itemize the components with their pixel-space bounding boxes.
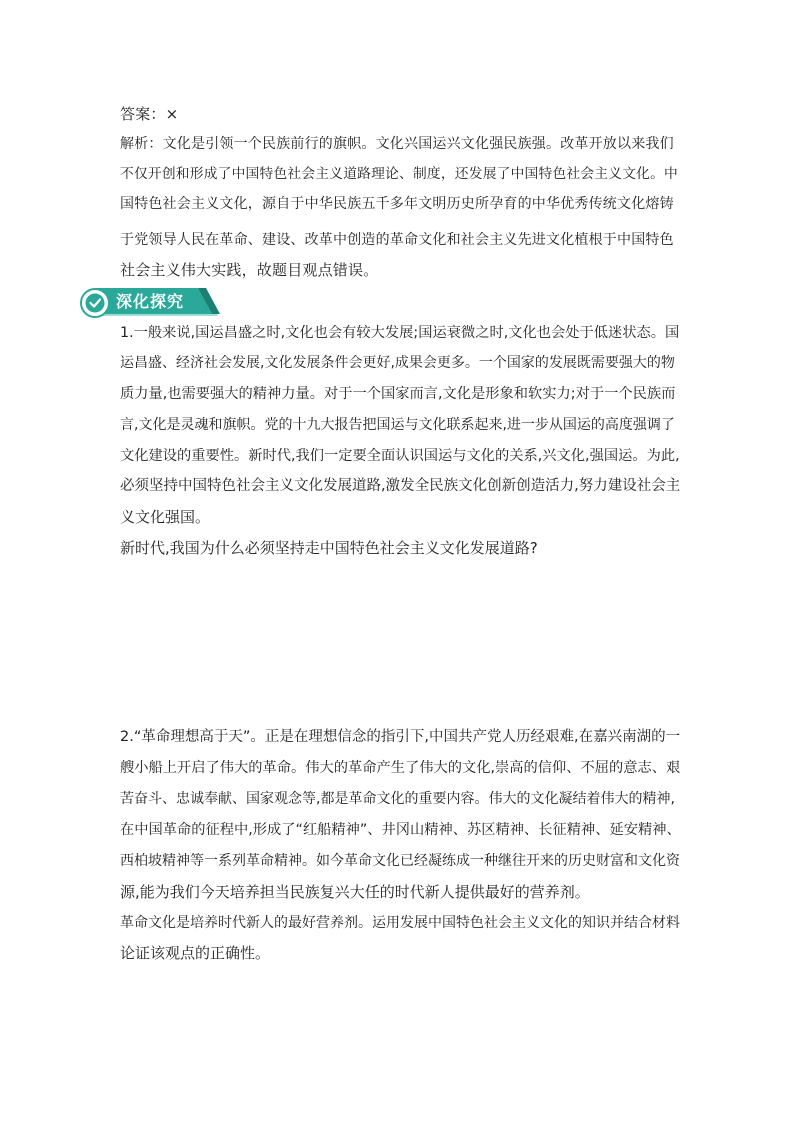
question-1-prompt: 新时代,我国为什么必须坚持走中国特色社会主义文化发展道路? (120, 539, 538, 557)
material-line: 西柏坡精神等一系列革命精神。如今革命文化已经凝练成一种继往开来的历史财富和文化资 (120, 853, 680, 869)
section-banner (80, 286, 230, 320)
material-line: 1.一般来说,国运昌盛之时,文化也会有较大发展;国运衰微之时,文化也会处于低迷状态。国 (120, 325, 680, 341)
material-line: 必须坚持中国特色社会主义文化发展道路,激发全民族文化创新创造活力,努力建设社会主 (120, 478, 681, 494)
material-line: 艘小船上开启了伟大的革命。伟大的革命产生了伟大的文化,崇高的信仰、不屈的意志、艰 (120, 760, 681, 776)
material-line: 2.“革命理想高于天”。正是在理想信念的指引下,中国共产党人历经艰难,在嘉兴南湖的一 (120, 729, 681, 745)
analysis-line: 国特色社会主义文化，源自于中华民族五千多年文明历史所孕育的中华优秀传统文化熔铸 (120, 196, 674, 212)
answer-label: 答案：× (120, 105, 179, 123)
prompt-line: 革命文化是培养时代新人的最好营养剂。运用发展中国特色社会主义文化的知识并结合材料 (120, 915, 680, 931)
analysis-line: 社会主义伟大实践，故题目观点错误。 (120, 261, 379, 279)
material-line: 苦奋斗、忠诚奉献、国家观念等,都是革命文化的重要内容。伟大的文化凝结着伟大的精神, (120, 791, 675, 807)
material-line: 文化建设的重要性。新时代,我们一定要全面认识国运与文化的关系,兴文化,强国运。为此, (120, 448, 680, 464)
material-line: 运昌盛、经济社会发展,文化发展条件会更好,成果会更多。一个国家的发展既需要强大的物 (120, 355, 675, 371)
material-line: 质力量,也需要强大的精神力量。对于一个国家而言,文化是形象和软实力;对于一个民族而 (120, 386, 676, 402)
section-title: 深化探究 (116, 292, 185, 311)
analysis-line: 于党领导人民在革命、建设、改革中创造的革命文化和社会主义先进文化植根于中国特色 (120, 232, 674, 248)
prompt-line: 论证该观点的正确性。 (120, 944, 271, 962)
material-line: 在中国革命的征程中,形成了“红船精神”、井冈山精神、苏区精神、长征精神、延安精神、 (120, 822, 681, 838)
material-line: 义文化强国。 (120, 508, 211, 526)
analysis-line: 不仅开创和形成了中国特色社会主义道路理论、制度，还发展了中国特色社会主义文化。中 (120, 166, 679, 182)
analysis-line: 解析：文化是引领一个民族前行的旗帜。文化兴国运兴文化强民族强。改革开放以来我们 (120, 136, 674, 152)
material-line: 言,文化是灵魂和旗帜。党的十九大报告把国运与文化联系起来,进一步从国运的高度强调了 (120, 417, 675, 433)
material-line: 源,能为我们今天培养担当民族复兴大任的时代新人提供最好的营养剂。 (120, 883, 590, 901)
